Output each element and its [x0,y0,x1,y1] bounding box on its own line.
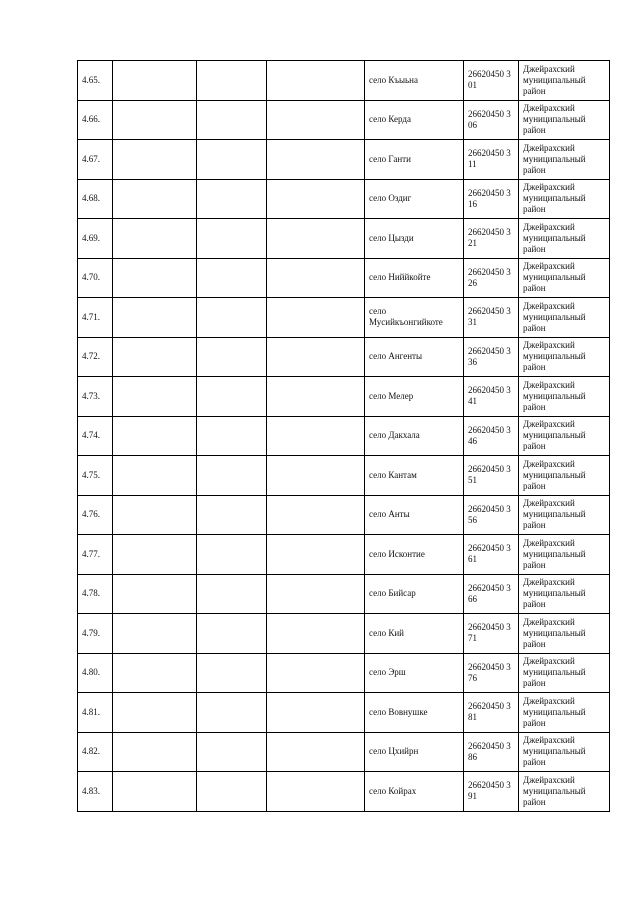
table-row [78,179,610,219]
empty-cell [113,495,197,535]
empty-cell [197,535,267,575]
district-cell: Джейрахский муниципальный район [519,535,610,575]
row-number-cell: 4.72. [78,337,113,377]
table-row [78,298,610,338]
empty-cell [113,535,197,575]
empty-cell [113,653,197,693]
empty-cell [267,100,365,140]
empty-cell [197,337,267,377]
empty-cell [197,377,267,417]
district-cell: Джейрахский муниципальный район [519,377,610,417]
settlement-name-cell: село Цхийрн [365,732,464,772]
table-row [78,772,610,812]
empty-cell [113,574,197,614]
empty-cell [113,298,197,338]
oktmo-code-cell: 26620450 306 [464,100,519,140]
empty-cell [113,258,197,298]
oktmo-code-cell: 26620450 331 [464,298,519,338]
settlement-name-cell: село Бийсар [365,574,464,614]
empty-cell [267,653,365,693]
settlement-name-cell: село Къыьна [365,61,464,101]
settlement-name-cell: село Керда [365,100,464,140]
settlement-name-cell: село Ганти [365,140,464,180]
row-number-cell: 4.82. [78,732,113,772]
empty-cell [113,693,197,733]
row-number-cell: 4.77. [78,535,113,575]
settlement-name-cell: село Ниййкойте [365,258,464,298]
settlement-name-cell: село Исконтие [365,535,464,575]
oktmo-code-cell: 26620450 391 [464,772,519,812]
empty-cell [113,337,197,377]
district-cell: Джейрахский муниципальный район [519,416,610,456]
empty-cell [267,772,365,812]
district-cell: Джейрахский муниципальный район [519,140,610,180]
settlement-name-cell: село Мусийкъонгийкоте [365,298,464,338]
district-cell: Джейрахский муниципальный район [519,100,610,140]
table-row [78,337,610,377]
settlement-name-cell: село Мелер [365,377,464,417]
district-cell: Джейрахский муниципальный район [519,258,610,298]
oktmo-code-cell: 26620450 316 [464,179,519,219]
oktmo-code-cell: 26620450 381 [464,693,519,733]
oktmo-code-cell: 26620450 341 [464,377,519,417]
district-cell: Джейрахский муниципальный район [519,337,610,377]
empty-cell [113,377,197,417]
empty-cell [197,61,267,101]
row-number-cell: 4.83. [78,772,113,812]
row-number-cell: 4.79. [78,614,113,654]
table-row [78,614,610,654]
empty-cell [267,456,365,496]
empty-cell [267,614,365,654]
empty-cell [197,179,267,219]
row-number-cell: 4.73. [78,377,113,417]
district-cell: Джейрахский муниципальный район [519,653,610,693]
table-row [78,140,610,180]
table-row [78,693,610,733]
oktmo-code-cell: 26620450 356 [464,495,519,535]
district-cell: Джейрахский муниципальный район [519,298,610,338]
district-cell: Джейрахский муниципальный район [519,614,610,654]
oktmo-code-cell: 26620450 351 [464,456,519,496]
settlement-name-cell: село Кантам [365,456,464,496]
empty-cell [267,495,365,535]
empty-cell [267,416,365,456]
settlement-name-cell: село Цызди [365,219,464,259]
empty-cell [197,574,267,614]
empty-cell [267,258,365,298]
empty-cell [113,140,197,180]
empty-cell [267,61,365,101]
table-row [78,377,610,417]
settlement-registry-table [77,60,610,812]
table-row [78,416,610,456]
empty-cell [267,693,365,733]
empty-cell [197,140,267,180]
oktmo-code-cell: 26620450 311 [464,140,519,180]
district-cell: Джейрахский муниципальный район [519,574,610,614]
empty-cell [113,219,197,259]
oktmo-code-cell: 26620450 301 [464,61,519,101]
settlement-name-cell: село Кий [365,614,464,654]
empty-cell [197,693,267,733]
row-number-cell: 4.68. [78,179,113,219]
empty-cell [197,416,267,456]
oktmo-code-cell: 26620450 371 [464,614,519,654]
row-number-cell: 4.81. [78,693,113,733]
empty-cell [113,179,197,219]
empty-cell [267,732,365,772]
empty-cell [197,456,267,496]
empty-cell [113,100,197,140]
empty-cell [197,100,267,140]
district-cell: Джейрахский муниципальный район [519,495,610,535]
table-row [78,456,610,496]
row-number-cell: 4.74. [78,416,113,456]
district-cell: Джейрахский муниципальный район [519,456,610,496]
settlement-name-cell: село Оздиг [365,179,464,219]
empty-cell [113,614,197,654]
table-row [78,258,610,298]
empty-cell [267,377,365,417]
row-number-cell: 4.70. [78,258,113,298]
settlement-name-cell: село Эрш [365,653,464,693]
district-cell: Джейрахский муниципальный район [519,732,610,772]
empty-cell [197,258,267,298]
row-number-cell: 4.67. [78,140,113,180]
empty-cell [267,219,365,259]
empty-cell [197,772,267,812]
empty-cell [267,535,365,575]
oktmo-code-cell: 26620450 366 [464,574,519,614]
oktmo-code-cell: 26620450 346 [464,416,519,456]
settlement-name-cell: село Койрах [365,772,464,812]
table-row [78,495,610,535]
empty-cell [267,574,365,614]
oktmo-code-cell: 26620450 386 [464,732,519,772]
empty-cell [113,772,197,812]
empty-cell [267,140,365,180]
settlement-name-cell: село Анты [365,495,464,535]
empty-cell [197,298,267,338]
empty-cell [197,219,267,259]
settlement-name-cell: село Дакхала [365,416,464,456]
table-row [78,100,610,140]
empty-cell [197,495,267,535]
row-number-cell: 4.78. [78,574,113,614]
row-number-cell: 4.75. [78,456,113,496]
table-row [78,219,610,259]
row-number-cell: 4.71. [78,298,113,338]
oktmo-code-cell: 26620450 336 [464,337,519,377]
row-number-cell: 4.65. [78,61,113,101]
district-cell: Джейрахский муниципальный район [519,61,610,101]
empty-cell [113,456,197,496]
oktmo-code-cell: 26620450 376 [464,653,519,693]
oktmo-code-cell: 26620450 321 [464,219,519,259]
district-cell: Джейрахский муниципальный район [519,179,610,219]
settlement-name-cell: село Ангенты [365,337,464,377]
empty-cell [267,179,365,219]
row-number-cell: 4.69. [78,219,113,259]
empty-cell [113,732,197,772]
table-row [78,732,610,772]
district-cell: Джейрахский муниципальный район [519,219,610,259]
table-row [78,61,610,101]
empty-cell [197,732,267,772]
oktmo-code-cell: 26620450 326 [464,258,519,298]
empty-cell [113,61,197,101]
settlement-name-cell: село Вовнушке [365,693,464,733]
empty-cell [113,416,197,456]
empty-cell [197,614,267,654]
row-number-cell: 4.66. [78,100,113,140]
oktmo-code-cell: 26620450 361 [464,535,519,575]
table-row [78,535,610,575]
row-number-cell: 4.80. [78,653,113,693]
district-cell: Джейрахский муниципальный район [519,693,610,733]
table-row [78,574,610,614]
empty-cell [197,653,267,693]
table-row [78,653,610,693]
row-number-cell: 4.76. [78,495,113,535]
empty-cell [267,337,365,377]
district-cell: Джейрахский муниципальный район [519,772,610,812]
empty-cell [267,298,365,338]
table-body [78,61,610,812]
